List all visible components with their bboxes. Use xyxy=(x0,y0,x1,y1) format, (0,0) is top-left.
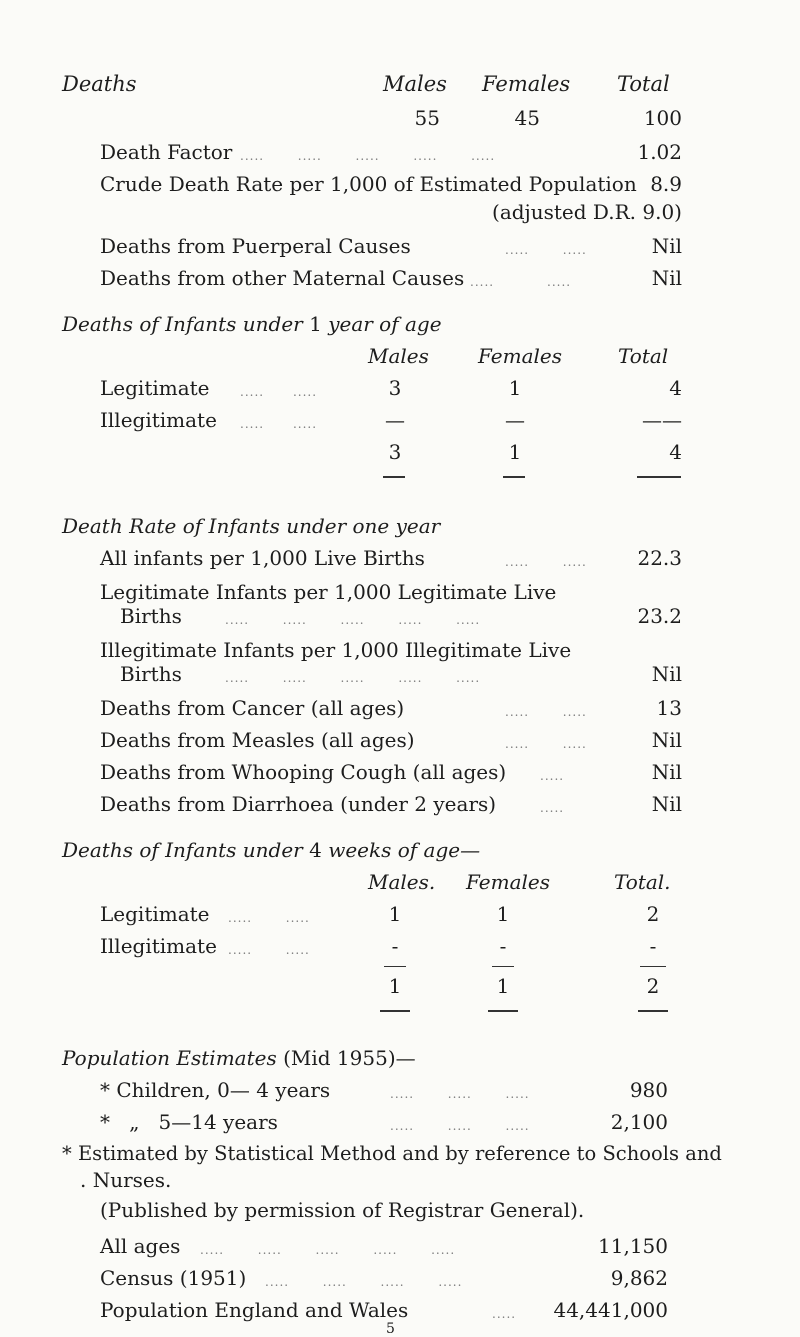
children-5-14-label: * „ 5—14 years xyxy=(100,1110,278,1134)
dot-leader: ..... ..... ..... ..... ..... xyxy=(225,613,481,627)
total-underline xyxy=(503,476,525,478)
population-heading: Population Estimates (Mid 1955)— xyxy=(62,1046,416,1070)
infants-4weeks-legit-total: 2 xyxy=(646,902,660,926)
dot-leader: ..... ..... ..... ..... ..... xyxy=(225,671,481,685)
maternal-value: Nil xyxy=(651,266,682,290)
death-factor-label: Death Factor xyxy=(100,140,233,164)
census-label: Census (1951) xyxy=(100,1266,247,1290)
infants-4weeks-legit-label: Legitimate xyxy=(100,902,210,926)
infants-year-illegit-total: —— xyxy=(642,408,682,432)
infant-rate-heading: Death Rate of Infants under one year xyxy=(62,514,441,538)
dot-leader: ..... xyxy=(492,1307,517,1321)
infants-4weeks-illegit-females: - xyxy=(499,934,507,958)
children-0-4-value: 980 xyxy=(629,1078,668,1102)
infant-rate-illegit-label-2: Births xyxy=(120,662,182,686)
infants-4weeks-header-females: Females xyxy=(466,870,551,894)
crude-rate-label: Crude Death Rate per 1,000 of Estimated Population xyxy=(100,172,637,196)
infants-year-total-males: 3 xyxy=(388,440,402,464)
total-underline xyxy=(637,476,681,478)
infants-4weeks-total-females: 1 xyxy=(496,974,510,998)
deaths-header-males: Males xyxy=(383,72,447,96)
england-label: Population England and Wales xyxy=(100,1298,409,1322)
dot-leader: ..... ..... ..... xyxy=(390,1087,530,1101)
infants-year-header-males: Males xyxy=(368,344,429,368)
dot-leader: ..... ..... xyxy=(470,275,572,289)
puerperal-label: Deaths from Puerperal Causes xyxy=(100,234,411,258)
infants-year-legit-total: 4 xyxy=(669,376,682,400)
diarrhoea-label: Deaths from Diarrhoea (under 2 years) xyxy=(100,792,497,816)
infants-year-header-females: Females xyxy=(478,344,563,368)
measles-label: Deaths from Measles (all ages) xyxy=(100,728,415,752)
dot-leader: ..... ..... xyxy=(505,705,587,719)
all-ages-label: All ages xyxy=(100,1234,181,1258)
infants-4weeks-total-males: 1 xyxy=(388,974,402,998)
infants-4weeks-legit-females: 1 xyxy=(496,902,510,926)
infant-rate-legit-label: Legitimate Infants per 1,000 Legitimate Live xyxy=(100,580,557,604)
infants-4weeks-heading: Deaths of Infants under 4 weeks of age— xyxy=(62,838,481,862)
dot-leader: ..... ..... xyxy=(505,555,587,569)
dot-leader: ..... ..... xyxy=(240,385,318,399)
estimate-note-2: . Nurses. xyxy=(80,1168,172,1192)
infants-year-illegit-females: — xyxy=(505,408,525,432)
dot-leader: ..... xyxy=(540,769,565,783)
page-number: 5 xyxy=(386,1321,395,1337)
infants-year-legit-females: 1 xyxy=(508,376,522,400)
maternal-label: Deaths from other Maternal Causes xyxy=(100,266,465,290)
infants-4weeks-illegit-total: - xyxy=(649,934,657,958)
infant-rate-illegit-label: Illegitimate Infants per 1,000 Illegitimate Live xyxy=(100,638,572,662)
cancer-value: 13 xyxy=(656,696,682,720)
infants-year-total-females: 1 xyxy=(508,440,522,464)
death-factor-value: 1.02 xyxy=(637,140,682,164)
infants-4weeks-illegit-label: Illegitimate xyxy=(100,934,217,958)
dot-leader: ..... xyxy=(540,801,565,815)
infants-year-illegit-label: Illegitimate xyxy=(100,408,217,432)
deaths-total-value: 100 xyxy=(643,106,682,130)
infants-4weeks-header-total: Total. xyxy=(614,870,671,894)
subtotal-rule xyxy=(384,966,406,967)
deaths-header-total: Total xyxy=(617,72,670,96)
total-underline xyxy=(488,1010,518,1012)
total-underline xyxy=(380,1010,410,1012)
crude-rate-adjusted: (adjusted D.R. 9.0) xyxy=(492,200,682,224)
published-note: (Published by permission of Registrar General). xyxy=(100,1198,585,1222)
infant-rate-all-value: 22.3 xyxy=(637,546,682,570)
dot-leader: ..... ..... xyxy=(228,911,310,925)
total-underline xyxy=(383,476,405,478)
infants-year-legit-label: Legitimate xyxy=(100,376,210,400)
dot-leader: ..... ..... ..... ..... xyxy=(265,1275,463,1289)
dot-leader: ..... ..... ..... ..... ..... xyxy=(240,149,496,163)
infants-year-legit-males: 3 xyxy=(388,376,402,400)
infants-4weeks-total-total: 2 xyxy=(646,974,660,998)
infant-rate-legit-value: 23.2 xyxy=(637,604,682,628)
deaths-heading: Deaths xyxy=(62,72,137,96)
dot-leader: ..... ..... ..... xyxy=(390,1119,530,1133)
england-value: 44,441,000 xyxy=(553,1298,668,1322)
diarrhoea-value: Nil xyxy=(651,792,682,816)
infants-4weeks-illegit-males: - xyxy=(391,934,399,958)
measles-value: Nil xyxy=(651,728,682,752)
census-value: 9,862 xyxy=(610,1266,668,1290)
estimate-note: * Estimated by Statistical Method and by reference to Schools and xyxy=(62,1142,722,1165)
infants-year-heading: Deaths of Infants under 1 year of age xyxy=(62,312,442,336)
deaths-header-females: Females xyxy=(482,72,571,96)
deaths-males-value: 55 xyxy=(414,106,440,130)
infants-year-illegit-males: — xyxy=(385,408,405,432)
infants-year-header-total: Total xyxy=(618,344,669,368)
infant-rate-legit-label-2: Births xyxy=(120,604,182,628)
puerperal-value: Nil xyxy=(651,234,682,258)
crude-rate-value: 8.9 xyxy=(650,172,682,196)
dot-leader: ..... ..... xyxy=(240,417,318,431)
infants-year-total-total: 4 xyxy=(669,440,682,464)
children-0-4-label: * Children, 0— 4 years xyxy=(100,1078,331,1102)
subtotal-rule xyxy=(492,966,514,967)
dot-leader: ..... ..... xyxy=(228,943,310,957)
dot-leader: ..... ..... ..... ..... ..... xyxy=(200,1243,456,1257)
dot-leader: ..... ..... xyxy=(505,737,587,751)
infants-4weeks-header-males: Males. xyxy=(368,870,436,894)
children-5-14-value: 2,100 xyxy=(610,1110,668,1134)
dot-leader: ..... ..... xyxy=(505,243,587,257)
whooping-value: Nil xyxy=(651,760,682,784)
deaths-females-value: 45 xyxy=(514,106,540,130)
cancer-label: Deaths from Cancer (all ages) xyxy=(100,696,405,720)
subtotal-rule xyxy=(640,966,666,967)
whooping-label: Deaths from Whooping Cough (all ages) xyxy=(100,760,507,784)
infants-4weeks-legit-males: 1 xyxy=(388,902,402,926)
infant-rate-all-label: All infants per 1,000 Live Births xyxy=(100,546,425,570)
all-ages-value: 11,150 xyxy=(598,1234,668,1258)
total-underline xyxy=(638,1010,668,1012)
infant-rate-illegit-value: Nil xyxy=(651,662,682,686)
